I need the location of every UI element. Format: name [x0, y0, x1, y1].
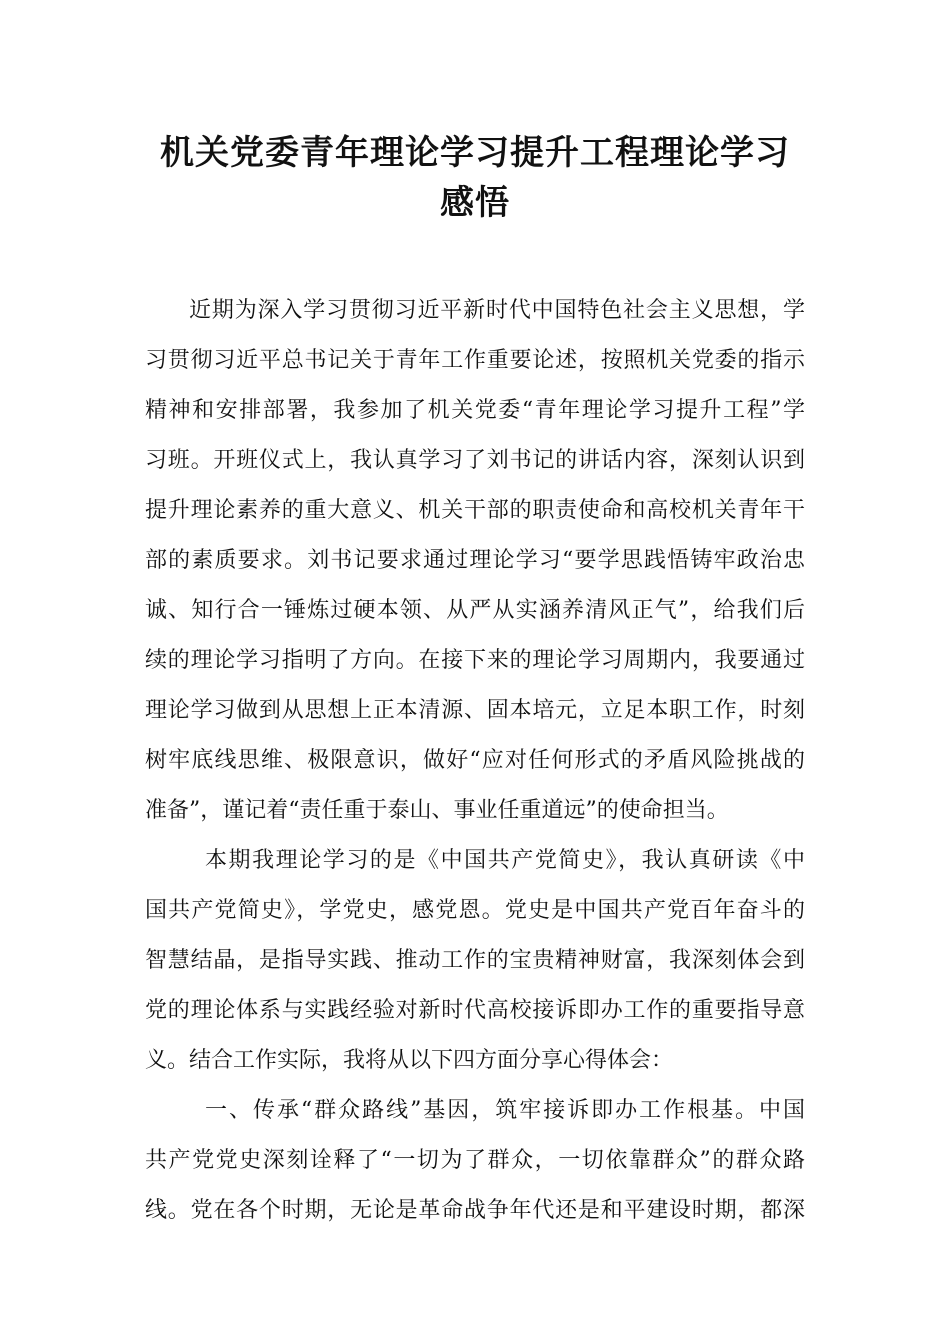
text-line: 共产党党史深刻诠释了“一切为了群众，一切依靠群众”的群众路	[145, 1148, 805, 1173]
text-line: 续的理论学习指明了方向。在接下来的理论学习周期内，我要通过	[145, 648, 805, 673]
text-line: 提升理论素养的重大意义、机关干部的职责使命和高校机关青年干	[145, 498, 805, 523]
paragraph-1	[145, 286, 805, 836]
text-line: 本期我理论学习的是《中国共产党简史》，我认真研读《中	[205, 848, 805, 873]
text-line: 党的理论体系与实践经验对新时代高校接诉即办工作的重要指导意	[145, 998, 805, 1023]
title-line-1: 机关党委青年理论学习提升工程理论学习	[160, 133, 790, 173]
text-line: 部的素质要求。刘书记要求通过理论学习“要学思践悟铸牢政治忠	[145, 548, 805, 573]
paragraph-3	[145, 1086, 805, 1236]
text-line: 近期为深入学习贯彻习近平新时代中国特色社会主义思想，学	[189, 298, 805, 323]
paragraph-2	[145, 836, 805, 1086]
text-line: 习班。开班仪式上，我认真学习了刘书记的讲话内容，深刻认识到	[145, 448, 805, 473]
text-line: 理论学习做到从思想上正本清源、固本培元，立足本职工作，时刻	[145, 698, 805, 723]
text-line: 树牢底线思维、极限意识，做好“应对任何形式的矛盾风险挑战的	[145, 748, 805, 773]
text-line: 国共产党简史》，学党史，感党恩。党史是中国共产党百年奋斗的	[145, 898, 805, 923]
title-line-2: 感悟	[440, 183, 510, 223]
text-line: 一、传承“群众路线”基因，筑牢接诉即办工作根基。中国	[205, 1098, 805, 1123]
document-title	[140, 128, 810, 228]
text-line: 习贯彻习近平总书记关于青年工作重要论述，按照机关党委的指示	[145, 348, 805, 373]
text-line: 精神和安排部署，我参加了机关党委“青年理论学习提升工程”学	[145, 398, 805, 423]
text-line: 义。结合工作实际，我将从以下四方面分享心得体会：	[145, 1048, 674, 1073]
text-line: 准备”，谨记着“责任重于泰山、事业任重道远”的使命担当。	[145, 798, 729, 823]
text-line: 智慧结晶，是指导实践、推动工作的宝贵精神财富，我深刻体会到	[145, 948, 805, 973]
text-line: 线。党在各个时期，无论是革命战争年代还是和平建设时期，都深	[145, 1198, 805, 1223]
document-body	[145, 286, 805, 1236]
text-line: 诚、知行合一锤炼过硬本领、从严从实涵养清风正气”，给我们后	[145, 598, 805, 623]
